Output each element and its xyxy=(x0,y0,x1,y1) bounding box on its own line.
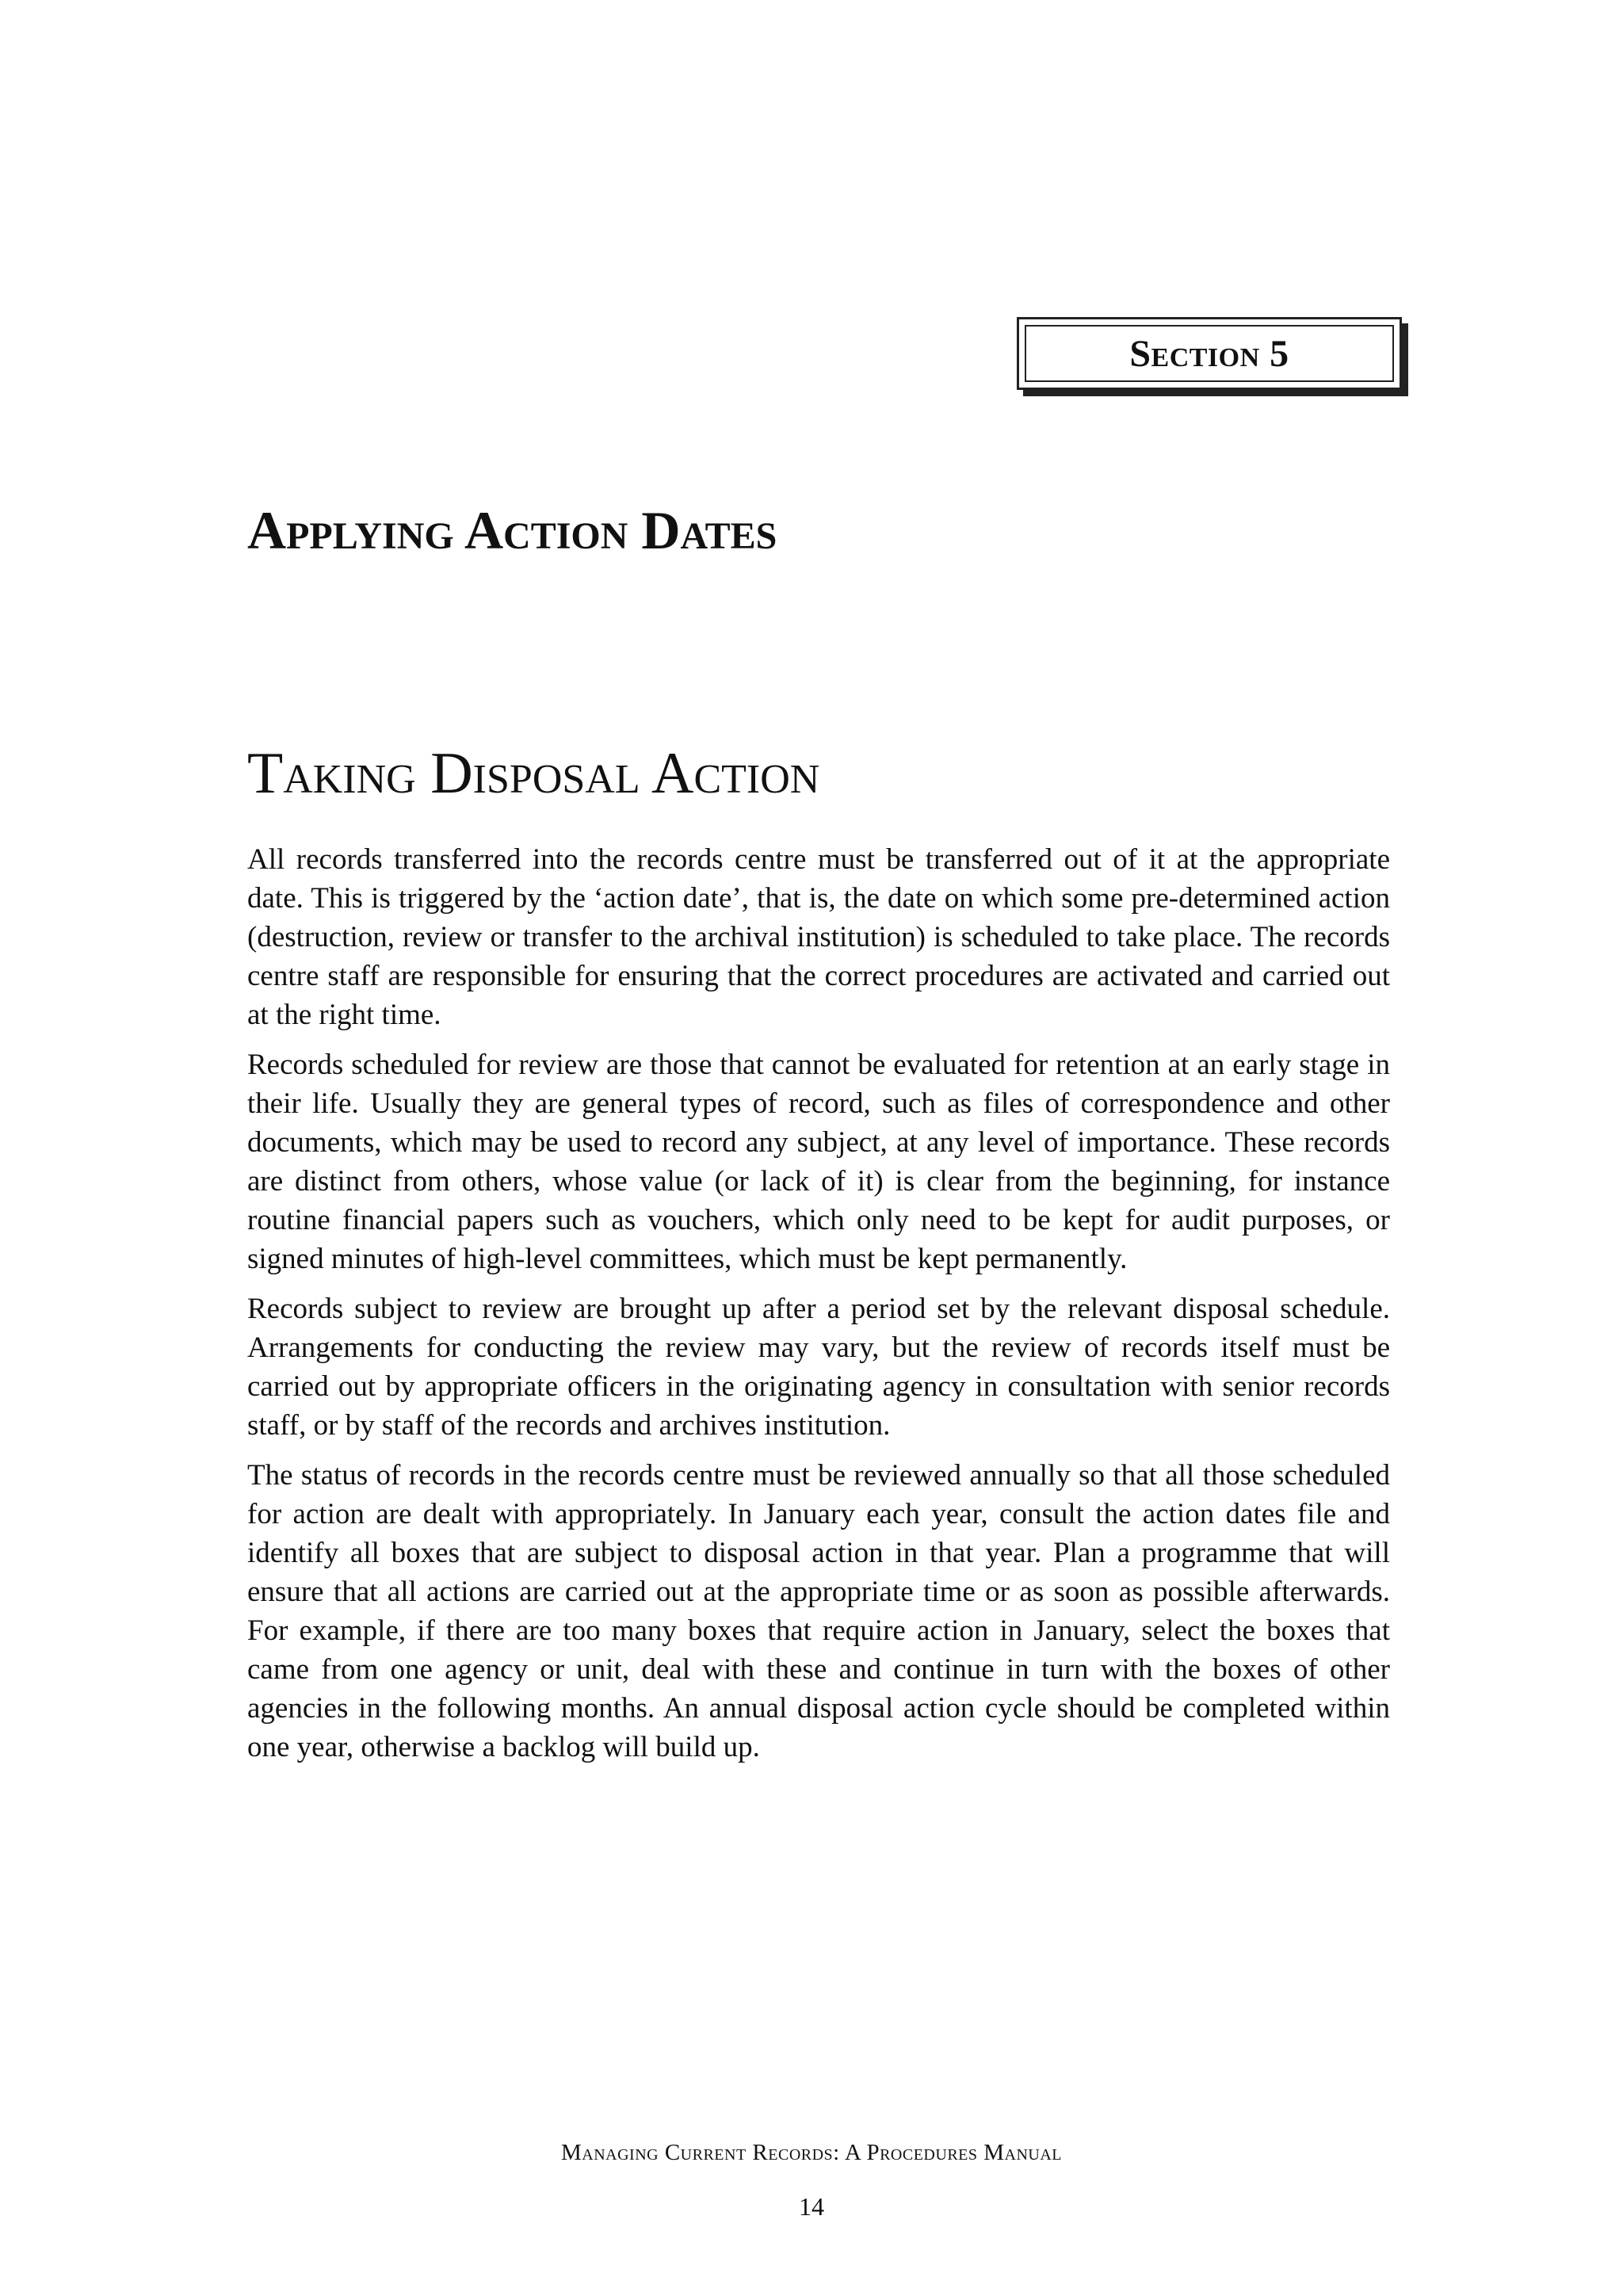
section-subheading: Taking Disposal Action xyxy=(247,741,820,806)
body-text xyxy=(247,840,1390,1778)
section-label: Section 5 xyxy=(1025,325,1394,382)
page-title: Applying Action Dates xyxy=(247,500,777,560)
paragraph: Records subject to review are brought up after a period set by the relevant disposal schedule. Arrangements for conducting the review may vary, but the review of records itself must be carried out by appropriate officers in the originating agency in consultation with senior records staff, or by staff of the records and archives institution. xyxy=(247,1293,1390,1442)
footer-title: Managing Current Records: A Procedures Manual xyxy=(560,2140,1063,2165)
paragraph: All records transferred into the records centre must be transferred out of it at the appropriate date. This is triggered by the ‘action date’, that is, the date on which some pre-determined action (destruction, review or transfer to the archival institution) is scheduled to take place. The records centre staff are responsible for ensuring that the correct procedures are activated and carried out at the right time. xyxy=(247,843,1390,1031)
page-number: 14 xyxy=(799,2192,824,2221)
paragraph: Records scheduled for review are those that cannot be evaluated for retention at an early stage in their life. Usually they are general types of record, such as files of correspondence and other documents, which may be used to record any subject, at any level of importance. These records are distinct from others, whose value (or lack of it) is clear from the beginning, for instance routine financial papers such as vouchers, which only need to be kept for audit purposes, or signed minutes of high-level committees, which must be kept permanently. xyxy=(247,1049,1390,1275)
section-label-box xyxy=(1017,317,1402,390)
paragraph: The status of records in the records centre must be reviewed annually so that all those scheduled for action are dealt with appropriately. In January each year, consult the action dates file and identify all boxes that are subject to disposal action in that year. Plan a programme that will ensure that all actions are carried out at the appropriate time or as soon as possible afterwards. For example, if there are too many boxes that require action in January, select the boxes that came from one agency or unit, deal with these and continue in turn with the boxes of other agencies in the following months. An annual disposal action cycle should be completed within one year, otherwise a backlog will build up. xyxy=(247,1459,1390,1763)
